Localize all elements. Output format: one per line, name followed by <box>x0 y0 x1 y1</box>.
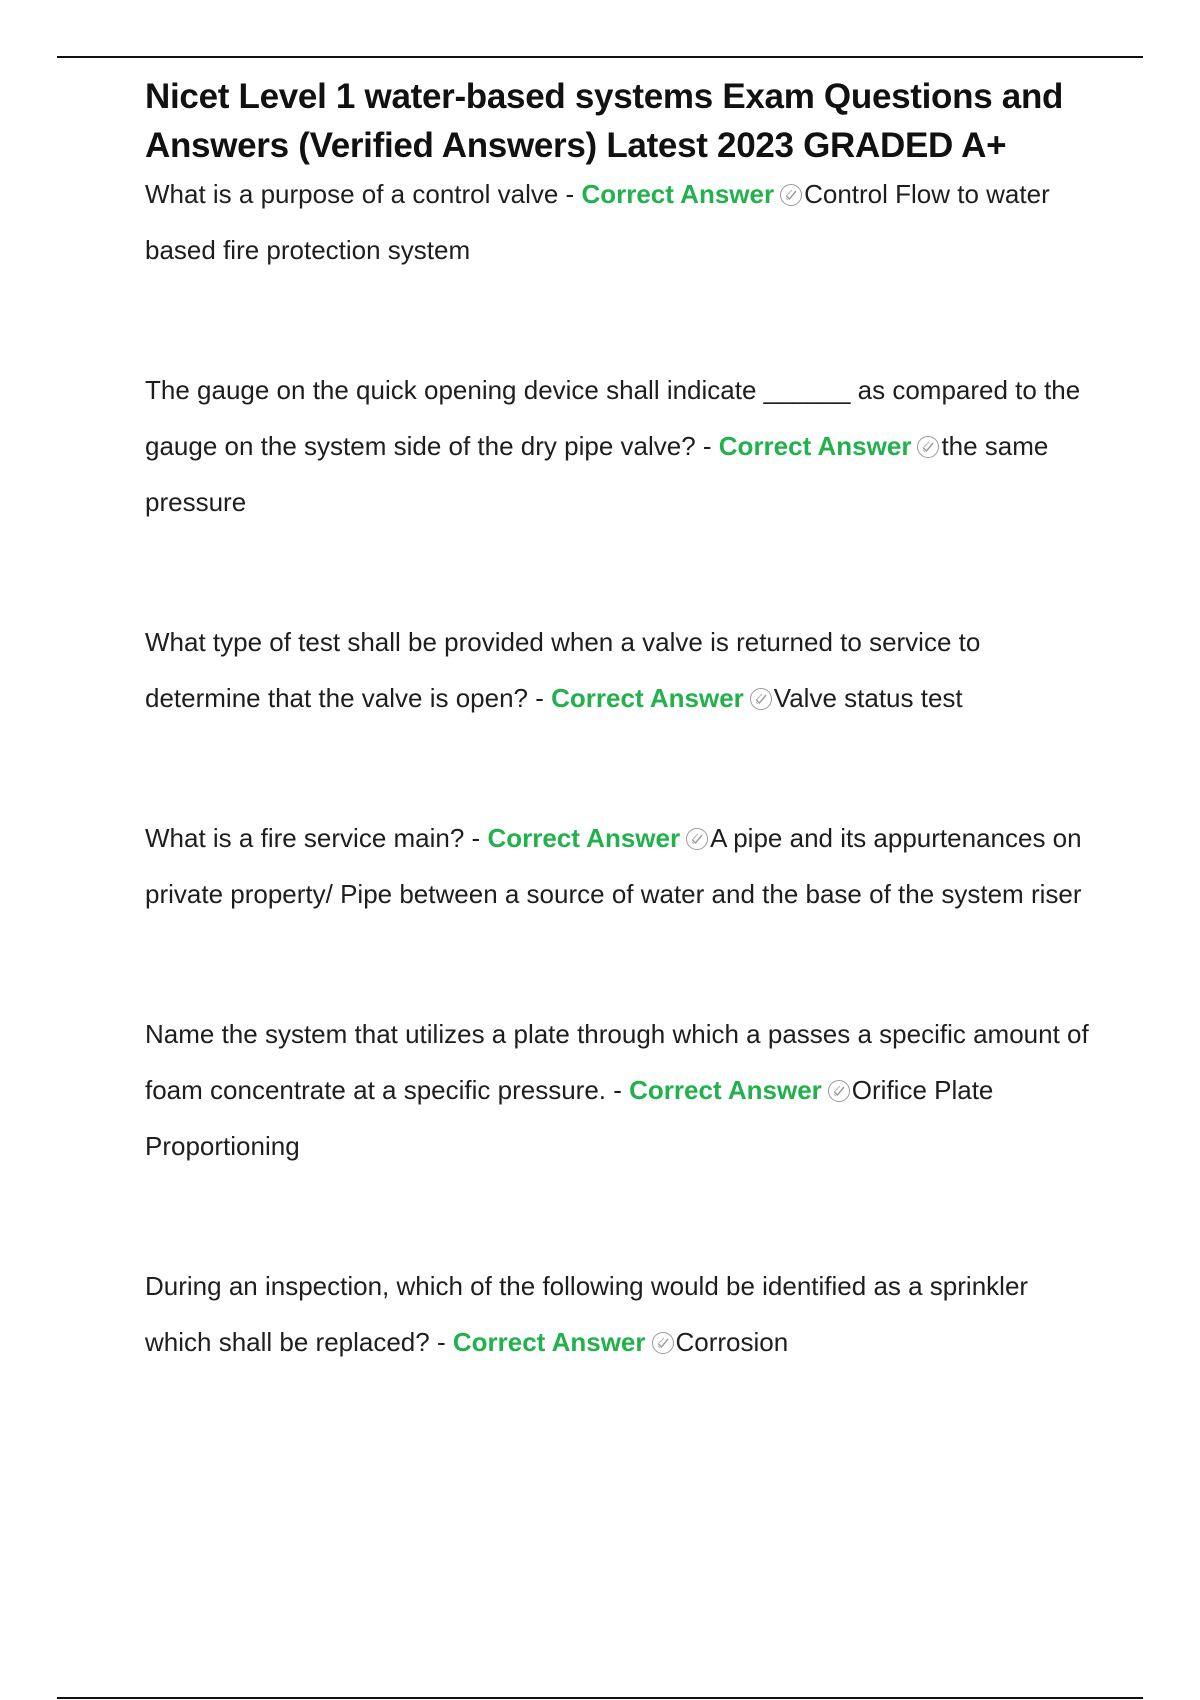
question-text: During an inspection, which of the following would be identified as a sprinkler which shall be replaced? <box>145 1271 1029 1357</box>
checkmark-circle-icon <box>828 1080 850 1102</box>
checkmark-circle-icon <box>686 828 708 850</box>
top-rule <box>57 56 1143 58</box>
checkmark-circle-icon <box>780 184 802 206</box>
qa-item-1 <box>145 166 1095 278</box>
checkmark-circle-icon <box>652 1332 674 1354</box>
checkmark-circle-icon <box>750 688 772 710</box>
qa-item-4 <box>145 810 1095 922</box>
answer-text: A pipe and its appurtenances on private property/ Pipe between a source of water and the base of the system riser <box>145 823 1082 909</box>
qa-item-2 <box>145 362 1095 530</box>
correct-answer-label: Correct Answer <box>629 1075 822 1105</box>
separator: - <box>464 823 488 853</box>
correct-answer-label: Correct Answer <box>452 1327 646 1357</box>
qa-item-3 <box>145 614 1095 726</box>
answer-text: Orifice Plate Proportioning <box>145 1075 994 1161</box>
answer-text: Control Flow to water based fire protection system <box>145 179 1050 265</box>
correct-answer-label: Correct Answer <box>718 431 912 461</box>
bottom-rule <box>57 1697 1143 1699</box>
question-text: Name the system that utilizes a plate through which a passes a specific amount of foam concentrate at a specific pressure. <box>145 1019 1089 1105</box>
correct-answer-label: Correct Answer <box>487 823 681 853</box>
separator: - <box>528 683 552 713</box>
answer-text: Corrosion <box>675 1327 789 1357</box>
correct-answer-label: Correct Answer <box>581 179 775 209</box>
question-text: What is a purpose of a control valve <box>145 179 559 209</box>
correct-answer-label: Correct Answer <box>551 683 744 713</box>
separator: - <box>429 1327 453 1357</box>
checkmark-circle-icon <box>917 436 939 458</box>
separator: - <box>606 1075 630 1105</box>
separator: - <box>558 179 582 209</box>
document-body <box>145 72 1095 1370</box>
qa-item-6 <box>145 1258 1095 1370</box>
question-text: What type of test shall be provided when a valve is returned to service to determine that the valve is open? <box>145 627 981 713</box>
question-text: What is a fire service main? <box>145 823 465 853</box>
qa-item-5 <box>145 1006 1095 1174</box>
question-text: The gauge on the quick opening device shall indicate ______ as compared to the gauge on the system side of the dry pipe valve? <box>145 375 1081 461</box>
answer-text: Valve status test <box>773 683 963 713</box>
separator: - <box>695 431 719 461</box>
answer-text: the same pressure <box>145 431 1049 517</box>
document-title: Nicet Level 1 water-based systems Exam Questions and Answers (Verified Answers) Latest 2023 GRADED A+ <box>145 77 1064 165</box>
